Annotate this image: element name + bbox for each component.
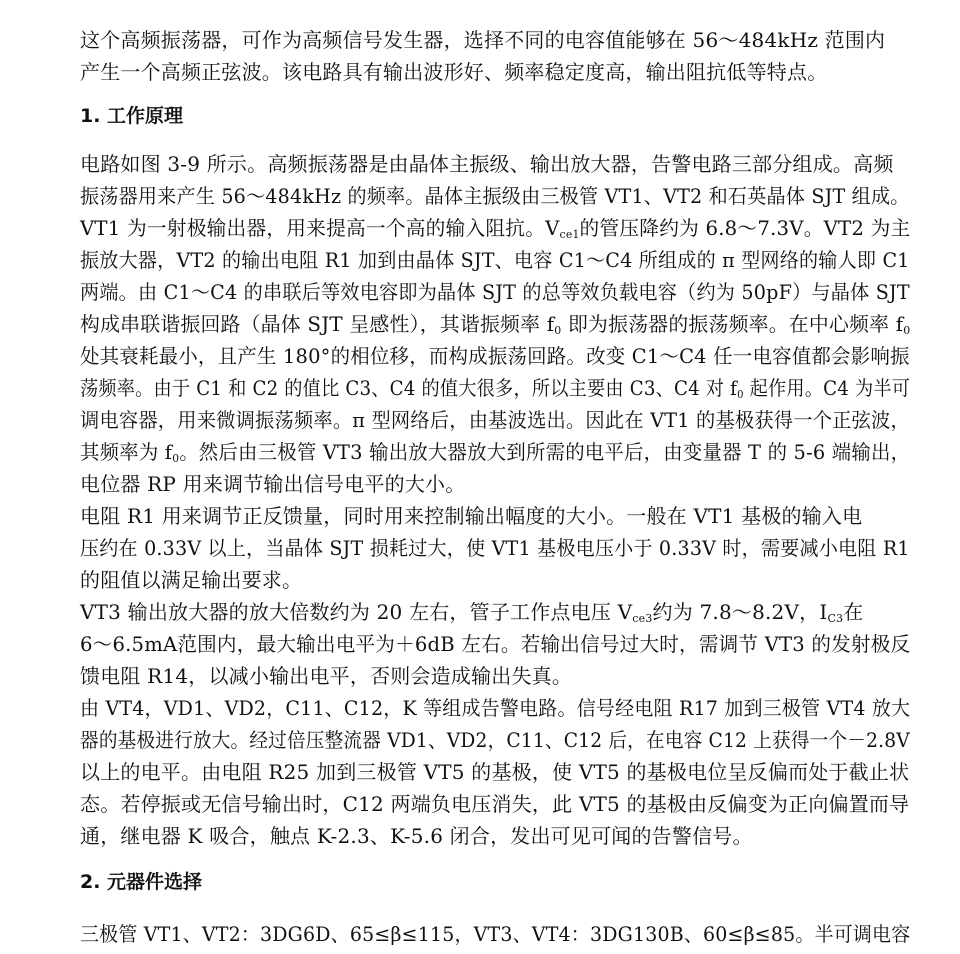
section-heading-principle: 1. 工作原理	[80, 105, 184, 127]
paragraph-line	[80, 596, 863, 628]
intro-line-1: 这个高频振荡器，可作为高频信号发生器，选择不同的电容值能够在 56～484kHz 范围内	[80, 28, 886, 52]
subscript: 0	[172, 452, 180, 465]
paragraph-line: 通，继电器 K 吸合，触点 K-2.3、K-5.6 闭合，发出可见可闻的告警信号。	[80, 824, 753, 848]
text-run: 构成串联谐振回路（晶体 SJT 呈感性），其谐振频率 f	[80, 312, 555, 336]
text-run: 荡频率。由于 C1 和 C2 的值比 C3、C4 的值大很多，所以主要由 C3、C4 对 f	[80, 376, 738, 400]
paragraph-line: 电路如图 3-9 所示。高频振荡器是由晶体主振级、输出放大器，告警电路三部分组成。高频	[80, 152, 894, 176]
paragraph-line: 由 VT4，VD1、VD2，C11、C12，K 等组成告警电路。信号经电阻 R17 加到三极管 VT4 放大	[80, 696, 911, 720]
text-run: 。然后由三极管 VT3 输出放大器放大到所需的电平后，由变量器 T 的 5-6 端输出，	[179, 440, 911, 464]
text-run: 在	[843, 600, 864, 624]
subscript: C3	[827, 612, 844, 625]
text-run: 的管压降约为 6.8～7.3V。VT2 为主	[579, 216, 911, 240]
paragraph-line: 三极管 VT1、VT2：3DG6D、65≤β≤115，VT3、VT4：3DG130B、60≤β≤85。半可调电容	[80, 922, 911, 946]
paragraph-line: 态。若停振或无信号输出时，C12 两端负电压消失，此 VT5 的基极由反偏变为正向偏置而导	[80, 792, 910, 816]
paragraph-line: 两端。由 C1～C4 的串联后等效电容即为晶体 SJT 的总等效负载电容（约为 50pF）与晶体 SJT	[80, 280, 910, 304]
paragraph-line	[80, 308, 910, 340]
paragraph-line: 调电容器，用来微调振荡频率。π 型网络后，由基波选出。因此在 VT1 的基极获得一个正弦波，	[80, 408, 910, 432]
paragraph-line: 以上的电平。由电阻 R25 加到三极管 VT5 的基极，使 VT5 的基极电位呈反偏而处于截止状	[80, 760, 910, 784]
text-run: 起作用。C4 为半可	[743, 376, 911, 400]
text-run: 其频率为 f	[80, 440, 173, 464]
paragraph-line: 6～6.5mA范围内，最大输出电平为＋6dB 左右。若输出信号过大时，需调节 VT3 的发射极反	[80, 632, 911, 656]
subscript: 0	[737, 388, 744, 401]
text-run: VT1 为一射极输出器，用来提高一个高的输入阻抗。V	[80, 216, 560, 240]
paragraph-line	[80, 436, 910, 468]
text-run: VT3 输出放大器的放大倍数约为 20 左右，管子工作点电压 V	[80, 600, 633, 624]
paragraph-line	[80, 212, 910, 244]
paragraph-line	[80, 372, 910, 404]
paragraph-line: 电位器 RP 用来调节输出信号电平的大小。	[80, 472, 466, 496]
subscript: ce1	[559, 228, 580, 241]
paragraph-line: 的阻值以满足输出要求。	[80, 568, 303, 592]
paragraph-line: 振荡器用来产生 56～484kHz 的频率。晶体主振级由三极管 VT1、VT2 和石英晶体 SJT 组成。	[80, 184, 910, 208]
text-run: 即为振荡器的振荡频率。在中心频率 f	[561, 312, 904, 336]
subscript: ce3	[632, 612, 653, 625]
paragraph-line: 振放大器，VT2 的输出电阻 R1 加到由晶体 SJT、电容 C1～C4 所组成的 π 型网络的输人即 C1	[80, 248, 910, 272]
intro-line-2: 产生一个高频正弦波。该电路具有输出波形好、频率稳定度高，输出阻抗低等特点。	[80, 60, 828, 84]
paragraph-line: 压约在 0.33V 以上，当晶体 SJT 损耗过大，使 VT1 基极电压小于 0.33V 时，需要减小电阻 R1	[80, 536, 910, 560]
paragraph-line: 器的基极进行放大。经过倍压整流器 VD1、VD2，C11、C12 后，在电容 C12 上获得一个－2.8V	[80, 728, 910, 752]
paragraph-line: 处其衰耗最小，且产生 180°的相位移，而构成振荡回路。改变 C1～C4 任一电容值都会影响振	[80, 344, 910, 368]
text-run: 约为 7.8～8.2V，I	[652, 600, 828, 624]
section-heading-components: 2. 元器件选择	[80, 871, 203, 893]
paragraph-line: 电阻 R1 用来调节正反馈量，同时用来控制输出幅度的大小。一般在 VT1 基极的输入电	[80, 504, 863, 528]
subscript: 0	[554, 324, 562, 337]
subscript: 0	[903, 324, 911, 337]
paragraph-line: 馈电阻 R14，以减小输出电平，否则会造成输出失真。	[80, 664, 573, 688]
